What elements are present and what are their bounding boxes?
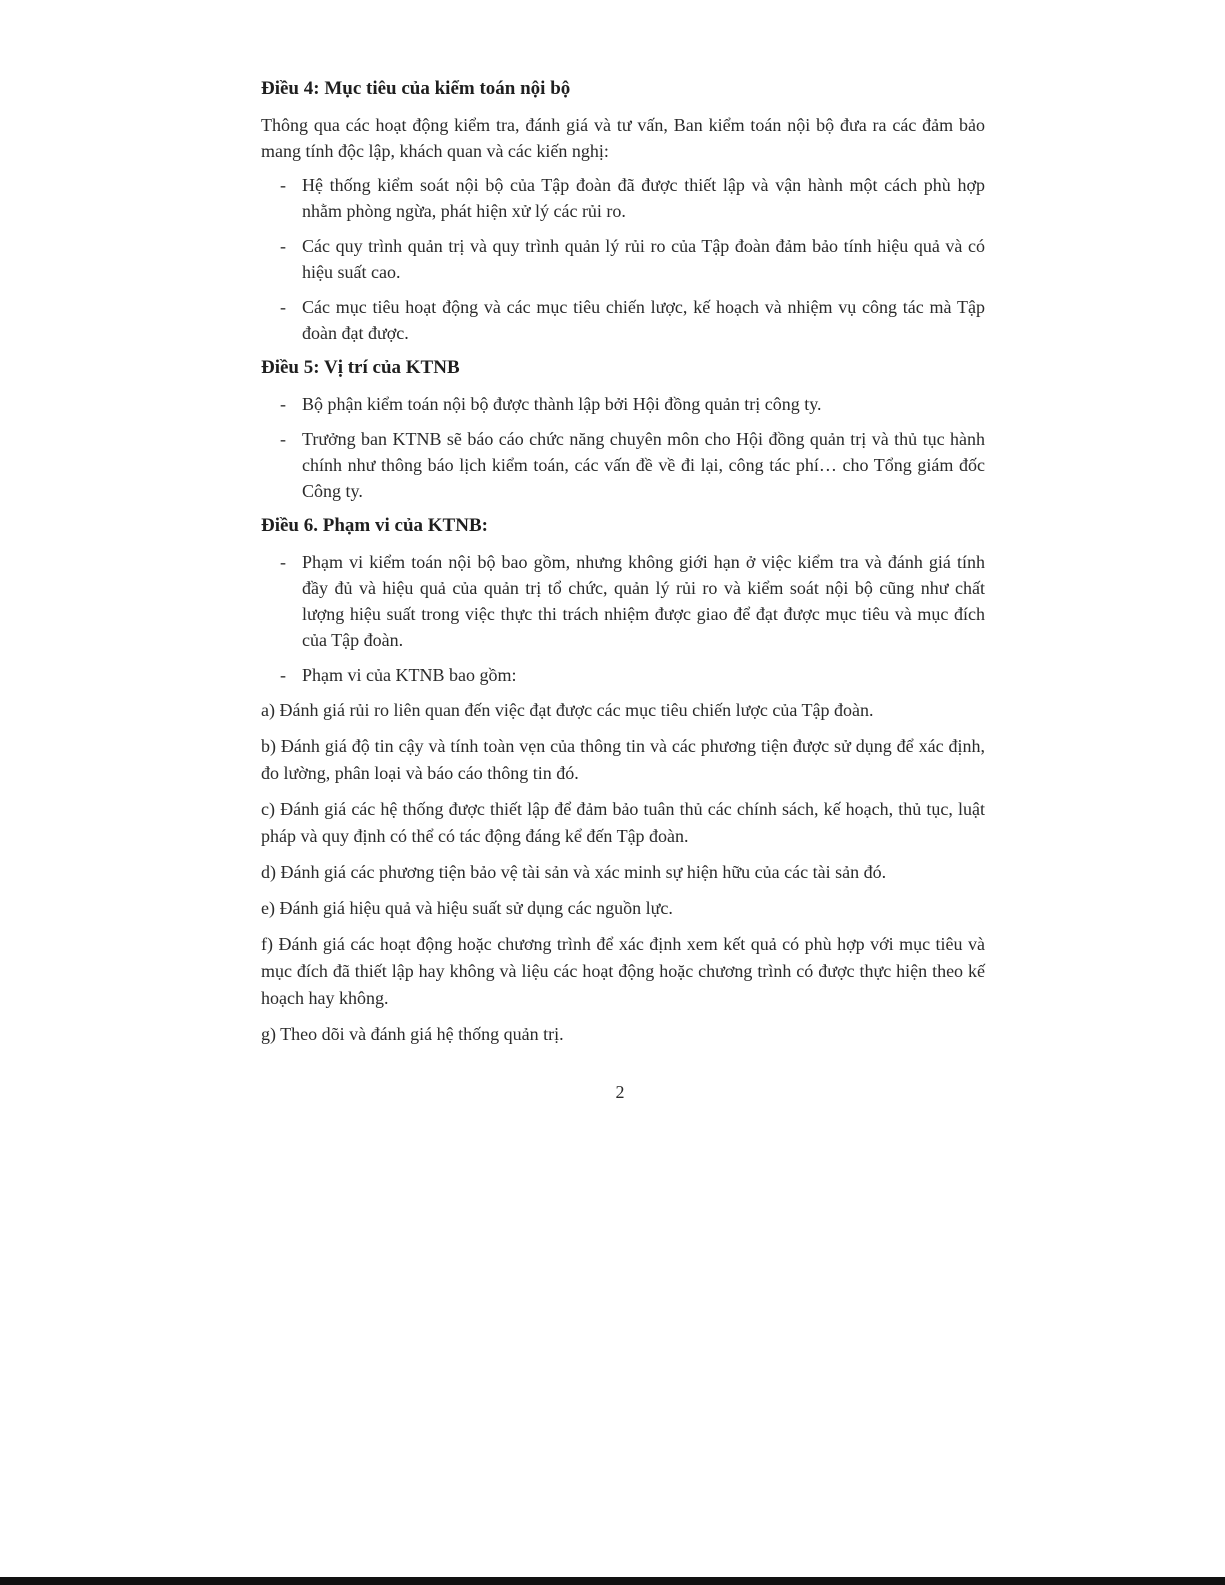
dash-marker: - <box>280 552 286 572</box>
lettered-item-f: f) Đánh giá các hoạt động hoặc chương trình để xác định xem kết quả có phù hợp với mục tiêu và mục đích đã thiết lập hay không và liệu các hoạt động hoặc chương trình có được thực hiện theo kế hoạch hay không. <box>261 934 985 1008</box>
lettered-item-b: b) Đánh giá độ tin cậy và tính toàn vẹn của thông tin và các phương tiện được sử dụng để xác định, đo lường, phân loại và báo cáo thông tin đó. <box>261 736 985 783</box>
lettered-item-g: g) Theo dõi và đánh giá hệ thống quản trị. <box>261 1024 564 1044</box>
list-item: - Phạm vi của KTNB bao gồm: <box>261 662 985 688</box>
list-item: - Phạm vi kiểm toán nội bộ bao gồm, nhưng không giới hạn ở việc kiểm tra và đánh giá tính đầy đủ và hiệu quả của quản trị tổ chức, quản lý rủi ro và kiểm soát nội bộ cũng như chất lượng hiệu suất trong việc thực thi trách nhiệm được giao để đạt được mục tiêu và mục đích của Tập đoàn. <box>261 549 985 653</box>
article-5-heading: Điều 5: Vị trí của KTNB <box>261 357 460 378</box>
article-4-intro: Thông qua các hoạt động kiểm tra, đánh giá và tư vấn, Ban kiểm toán nội bộ đưa ra các đảm bảo mang tính độc lập, khách quan và các kiến nghị: <box>261 115 985 161</box>
list-item: - Trưởng ban KTNB sẽ báo cáo chức năng chuyên môn cho Hội đồng quản trị và thủ tục hành chính như thông báo lịch kiểm toán, các vấn đề về đi lại, công tác phí… cho Tổng giám đốc Công ty. <box>261 426 985 504</box>
lettered-item-c: c) Đánh giá các hệ thống được thiết lập để đảm bảo tuân thủ các chính sách, kế hoạch, thủ tục, luật pháp và quy định có thể có tác động đáng kể đến Tập đoàn. <box>261 799 985 846</box>
article-6-list <box>261 549 985 688</box>
list-item: - Các mục tiêu hoạt động và các mục tiêu chiến lược, kế hoạch và nhiệm vụ công tác mà Tập đoàn đạt được. <box>261 294 985 346</box>
page-number: 2 <box>615 1082 625 1102</box>
article-6-heading: Điều 6. Phạm vi của KTNB: <box>261 515 488 536</box>
dash-marker: - <box>280 297 286 317</box>
list-item: - Hệ thống kiểm soát nội bộ của Tập đoàn đã được thiết lập và vận hành một cách phù hợp nhằm phòng ngừa, phát hiện xử lý các rủi ro. <box>261 172 985 224</box>
dash-marker: - <box>280 394 286 414</box>
document-page <box>261 76 985 1057</box>
article-4-list <box>261 172 985 346</box>
lettered-item-e: e) Đánh giá hiệu quả và hiệu suất sử dụng các nguồn lực. <box>261 898 673 918</box>
list-item: - Bộ phận kiểm toán nội bộ được thành lập bởi Hội đồng quản trị công ty. <box>261 391 985 417</box>
lettered-item-a: a) Đánh giá rủi ro liên quan đến việc đạt được các mục tiêu chiến lược của Tập đoàn. <box>261 700 874 720</box>
article-5-list <box>261 391 985 504</box>
dash-marker: - <box>280 236 286 256</box>
dash-marker: - <box>280 665 286 685</box>
dash-marker: - <box>280 175 286 195</box>
scan-bottom-edge <box>0 1577 1225 1585</box>
dash-marker: - <box>280 429 286 449</box>
list-item: - Các quy trình quản trị và quy trình quản lý rủi ro của Tập đoàn đảm bảo tính hiệu quả và có hiệu suất cao. <box>261 233 985 285</box>
lettered-item-d: d) Đánh giá các phương tiện bảo vệ tài sản và xác minh sự hiện hữu của các tài sản đó. <box>261 862 887 882</box>
article-4-heading: Điều 4: Mục tiêu của kiểm toán nội bộ <box>261 78 571 99</box>
